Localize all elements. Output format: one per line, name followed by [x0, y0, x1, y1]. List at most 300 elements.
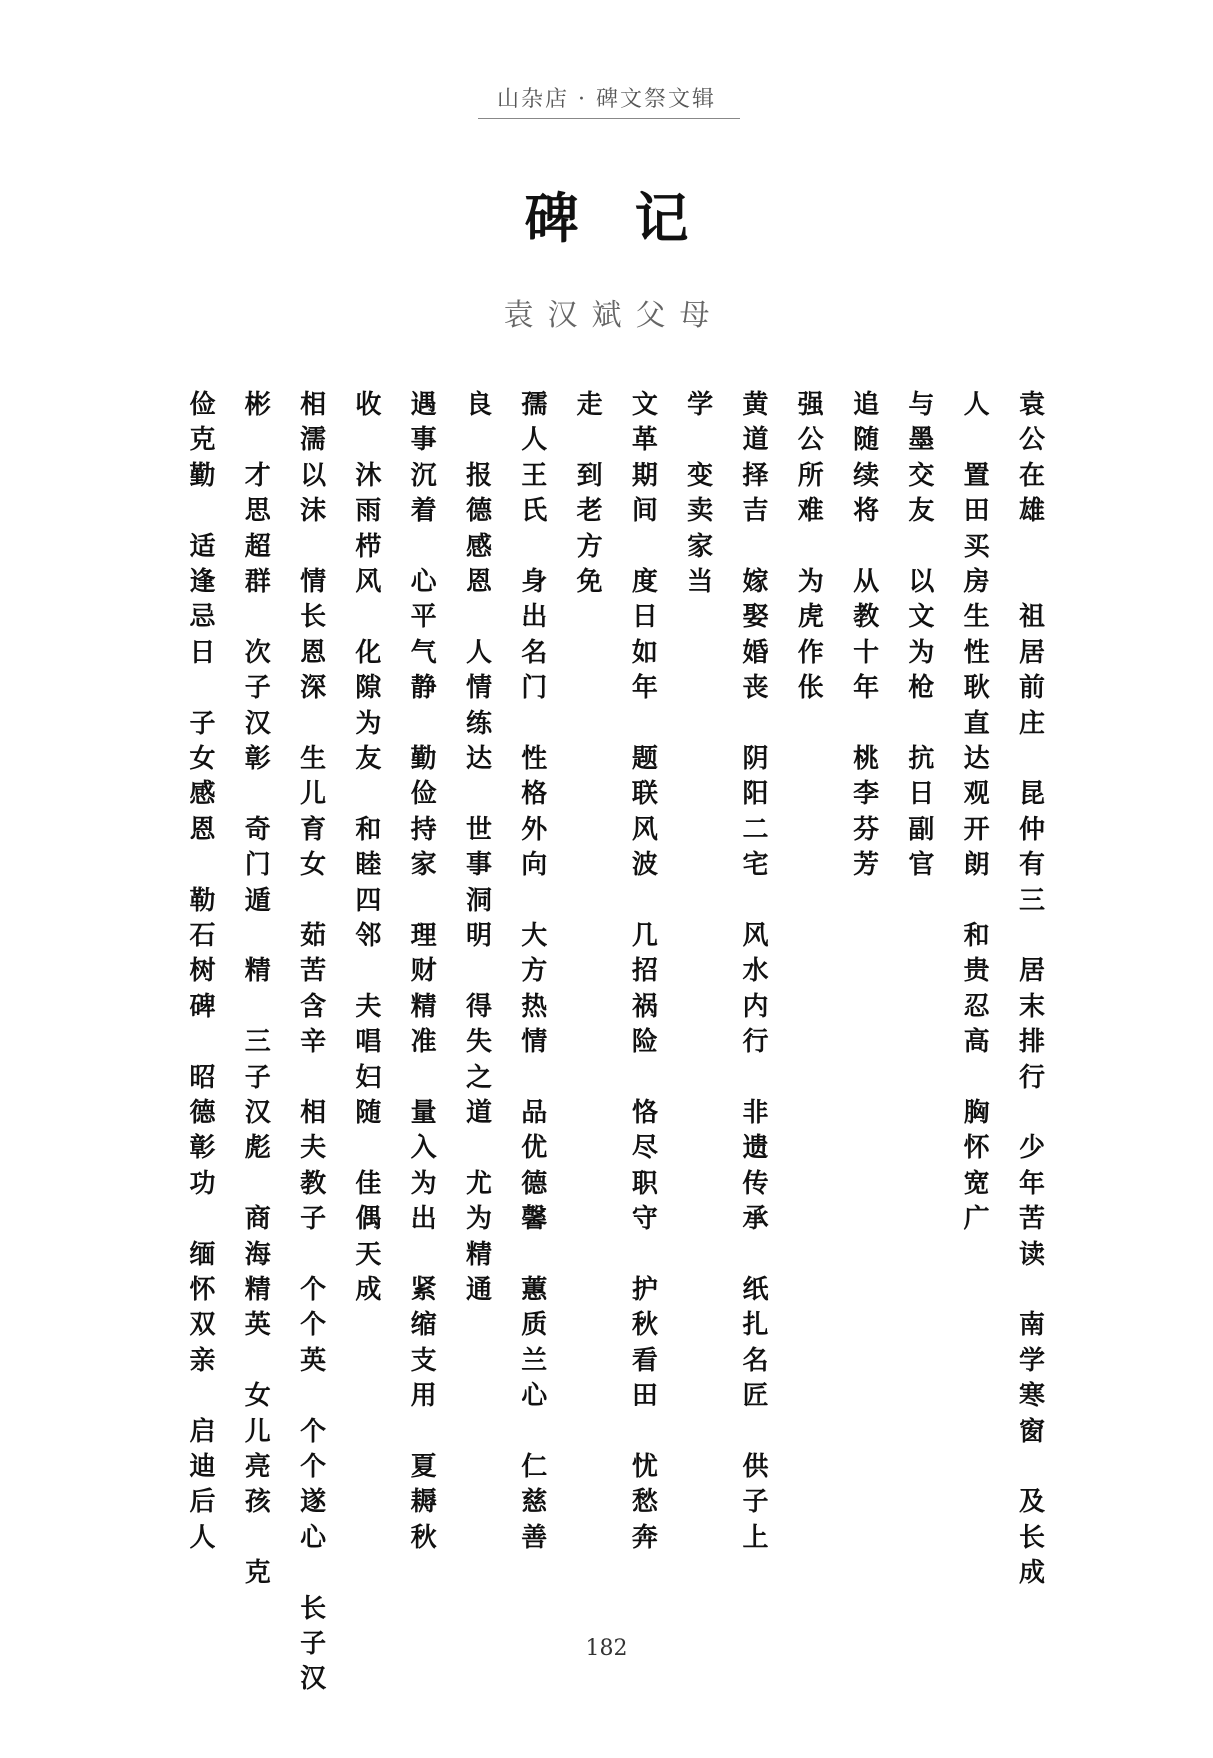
inscription-char: 择	[742, 460, 769, 491]
inscription-char: 德	[189, 1098, 216, 1128]
inscription-char: 外	[521, 814, 548, 845]
inscription-char: 树	[189, 956, 216, 987]
inscription-char: 间	[631, 496, 658, 527]
inscription-char: 续	[853, 460, 880, 491]
inscription-char: 联	[631, 779, 658, 810]
inscription-char: 阴	[742, 744, 769, 774]
inscription-char: 格	[521, 779, 548, 810]
inscription-char: 方	[521, 956, 548, 987]
inscription-char: 慈	[521, 1487, 548, 1518]
inscription-char: 入	[410, 1133, 437, 1164]
inscription-char: 忌	[189, 602, 216, 633]
inscription-char: 洞	[465, 885, 492, 916]
inscription-char: 桃	[853, 744, 880, 774]
inscription-char: 奇	[244, 814, 271, 845]
inscription-char: 彬	[244, 390, 271, 420]
inscription-char: 氏	[521, 496, 548, 527]
inscription-char: 匠	[742, 1381, 769, 1412]
inscription-char: 准	[410, 1027, 437, 1058]
inscription-char: 到	[576, 460, 603, 491]
inscription-char: 茹	[300, 921, 327, 951]
inscription-char: 勤	[189, 460, 216, 491]
inscription-char: 热	[521, 991, 548, 1022]
inscription-char: 生	[300, 744, 327, 774]
inscription-char: 怀	[189, 1275, 216, 1305]
inscription-char: 波	[631, 850, 658, 881]
inscription-char: 俭	[189, 390, 216, 420]
inscription-char: 精	[410, 991, 437, 1022]
inscription-char: 观	[963, 779, 990, 810]
inscription-char: 公	[1018, 425, 1045, 456]
inscription-char: 及	[1018, 1487, 1045, 1518]
inscription-char: 置	[963, 460, 990, 491]
inscription-char: 英	[300, 1345, 327, 1376]
inscription-char: 随	[355, 1098, 382, 1128]
inscription-char: 长	[300, 1593, 327, 1624]
inscription-char: 雄	[1018, 496, 1045, 527]
inscription-char: 儿	[244, 1416, 271, 1447]
inscription-char: 德	[465, 496, 492, 527]
inscription-char: 嫁	[742, 567, 769, 597]
inscription-char: 前	[1018, 673, 1045, 704]
inscription-char: 四	[355, 885, 382, 916]
inscription-char: 彰	[189, 1133, 216, 1164]
inscription-char: 孩	[244, 1487, 271, 1518]
inscription-char: 芬	[853, 814, 880, 845]
inscription-char: 人	[963, 390, 990, 420]
inscription-char: 奔	[631, 1522, 658, 1553]
inscription-char: 上	[742, 1522, 769, 1553]
inscription-char: 用	[410, 1381, 437, 1412]
inscription-char: 之	[465, 1062, 492, 1093]
inscription-char: 看	[631, 1345, 658, 1376]
inscription-char: 伥	[797, 673, 824, 704]
inscription-char: 公	[797, 425, 824, 456]
inscription-char: 三	[244, 1027, 271, 1058]
inscription-char: 濡	[300, 425, 327, 456]
inscription-char: 勤	[410, 744, 437, 774]
inscription-char: 宅	[742, 850, 769, 881]
inscription-char: 收	[355, 390, 382, 420]
inscription-char: 通	[465, 1275, 492, 1305]
inscription-char: 情	[521, 1027, 548, 1058]
inscription-char: 道	[465, 1098, 492, 1128]
inscription-char: 祸	[631, 991, 658, 1022]
inscription-char: 尽	[631, 1133, 658, 1164]
inscription-char: 庄	[1018, 708, 1045, 739]
inscription-char: 亲	[189, 1345, 216, 1376]
inscription-char: 雨	[355, 496, 382, 527]
inscription-char: 英	[244, 1310, 271, 1341]
inscription-char: 夫	[355, 991, 382, 1022]
inscription-char: 汉	[244, 1098, 271, 1128]
inscription-char: 邻	[355, 921, 382, 951]
inscription-char: 秋	[631, 1310, 658, 1341]
inscription-char: 儿	[300, 779, 327, 810]
inscription-char: 仲	[1018, 814, 1045, 845]
inscription-char: 明	[465, 921, 492, 951]
inscription-char: 供	[742, 1452, 769, 1482]
inscription-char: 所	[797, 460, 824, 491]
inscription-char: 失	[465, 1027, 492, 1058]
inscription-char: 理	[410, 921, 437, 951]
inscription-char: 持	[410, 814, 437, 845]
inscription-char: 日	[631, 602, 658, 633]
inscription-char: 兰	[521, 1345, 548, 1376]
inscription-char: 育	[300, 814, 327, 845]
inscription-char: 个	[300, 1452, 327, 1482]
inscription-char: 为	[908, 637, 935, 668]
inscription-char: 祖	[1018, 602, 1045, 633]
inscription-char: 内	[742, 991, 769, 1022]
inscription-char: 为	[355, 708, 382, 739]
inscription-char: 遗	[742, 1133, 769, 1164]
inscription-char: 如	[631, 637, 658, 668]
inscription-char: 忧	[631, 1452, 658, 1482]
inscription-char: 广	[963, 1204, 990, 1235]
inscription-char: 缩	[410, 1310, 437, 1341]
page-subtitle: 袁汉斌父母	[503, 298, 724, 333]
inscription-char: 变	[687, 460, 714, 491]
inscription-char: 险	[631, 1027, 658, 1058]
inscription-char: 海	[244, 1239, 271, 1270]
inscription-char: 女	[300, 850, 327, 881]
inscription-char: 迪	[189, 1452, 216, 1482]
inscription-char: 大	[521, 921, 548, 951]
inscription-char: 善	[521, 1522, 548, 1553]
inscription-char: 汉	[244, 708, 271, 739]
inscription-char: 直	[963, 708, 990, 739]
inscription-char: 王	[521, 460, 548, 491]
inscription-char: 道	[742, 425, 769, 456]
inscription-char: 期	[631, 460, 658, 491]
inscription-char: 耿	[963, 673, 990, 704]
inscription-char: 读	[1018, 1239, 1045, 1270]
inscription-char: 人	[189, 1522, 216, 1553]
inscription-char: 商	[244, 1204, 271, 1235]
inscription-char: 人	[465, 637, 492, 668]
inscription-char: 感	[465, 531, 492, 562]
inscription-char: 窗	[1018, 1416, 1045, 1447]
inscription-char: 走	[576, 390, 603, 420]
inscription-char: 文	[908, 602, 935, 633]
inscription-char: 德	[521, 1168, 548, 1199]
inscription-char: 怀	[963, 1133, 990, 1164]
inscription-char: 精	[465, 1239, 492, 1270]
inscription-char: 风	[631, 814, 658, 845]
inscription-char: 阳	[742, 779, 769, 810]
inscription-char: 彰	[244, 744, 271, 774]
inscription-char: 名	[742, 1345, 769, 1376]
inscription-char: 克	[189, 425, 216, 456]
inscription-char: 女	[189, 744, 216, 774]
inscription-char: 练	[465, 708, 492, 739]
inscription-char: 达	[963, 744, 990, 774]
inscription-char: 年	[853, 673, 880, 704]
inscription-char: 子	[189, 708, 216, 739]
inscription-char: 成	[355, 1275, 382, 1305]
inscription-char: 黄	[742, 390, 769, 420]
inscription-char: 当	[687, 567, 714, 597]
inscription-char: 唱	[355, 1027, 382, 1058]
inscription-char: 亮	[244, 1452, 271, 1482]
inscription-char: 夫	[300, 1133, 327, 1164]
inscription-char: 个	[300, 1416, 327, 1447]
page-number: 182	[585, 1636, 628, 1661]
page-title: 碑记	[524, 186, 745, 250]
inscription-char: 逢	[189, 567, 216, 597]
inscription-char: 年	[631, 673, 658, 704]
inscription-char: 房	[963, 567, 990, 597]
inscription-char: 人	[521, 425, 548, 456]
inscription-char: 报	[465, 460, 492, 491]
inscription-char: 子	[300, 1629, 327, 1659]
inscription-char: 李	[853, 779, 880, 810]
inscription-char: 将	[853, 496, 880, 527]
inscription-char: 日	[908, 779, 935, 810]
inscription-char: 天	[355, 1239, 382, 1270]
inscription-char: 吉	[742, 496, 769, 527]
inscription-char: 文	[631, 390, 658, 420]
inscription-char: 守	[631, 1204, 658, 1235]
inscription-char: 排	[1018, 1027, 1045, 1058]
inscription-char: 扎	[742, 1310, 769, 1341]
inscription-char: 情	[465, 673, 492, 704]
inscription-char: 蕙	[521, 1275, 548, 1305]
inscription-char: 缅	[189, 1239, 216, 1270]
inscription-char: 传	[742, 1168, 769, 1199]
inscription-char: 次	[244, 637, 271, 668]
inscription-char: 年	[1018, 1168, 1045, 1199]
inscription-char: 行	[1018, 1062, 1045, 1093]
inscription-char: 质	[521, 1310, 548, 1341]
inscription-char: 度	[631, 567, 658, 597]
inscription-char: 恩	[189, 814, 216, 845]
inscription-char: 和	[355, 814, 382, 845]
inscription-char: 着	[410, 496, 437, 527]
inscription-char: 学	[1018, 1345, 1045, 1376]
inscription-char: 静	[410, 673, 437, 704]
inscription-char: 南	[1018, 1310, 1045, 1341]
inscription-char: 心	[300, 1522, 327, 1553]
inscription-char: 含	[300, 991, 327, 1022]
inscription-char: 二	[742, 814, 769, 845]
inscription-char: 偶	[355, 1204, 382, 1235]
inscription-char: 招	[631, 956, 658, 987]
inscription-char: 支	[410, 1345, 437, 1376]
inscription-char: 名	[521, 637, 548, 668]
inscription-char: 胸	[963, 1098, 990, 1128]
inscription-char: 强	[797, 390, 824, 420]
inscription-char: 门	[244, 850, 271, 881]
inscription-char: 成	[1018, 1558, 1045, 1589]
inscription-char: 难	[797, 496, 824, 527]
inscription-char: 和	[963, 921, 990, 951]
inscription-char: 勒	[189, 885, 216, 916]
inscription-char: 事	[465, 850, 492, 881]
inscription-char: 恩	[465, 567, 492, 597]
inscription-char: 心	[410, 567, 437, 597]
inscription-char: 精	[244, 956, 271, 987]
inscription-char: 沉	[410, 460, 437, 491]
inscription-char: 少	[1018, 1133, 1045, 1164]
inscription-char: 寒	[1018, 1381, 1045, 1412]
inscription-char: 耨	[410, 1487, 437, 1518]
inscription-char: 适	[189, 531, 216, 562]
inscription-char: 女	[244, 1381, 271, 1412]
inscription-char: 开	[963, 814, 990, 845]
inscription-char: 群	[244, 567, 271, 597]
inscription-char: 馨	[521, 1204, 548, 1235]
inscription-char: 护	[631, 1275, 658, 1305]
inscription-char: 品	[521, 1098, 548, 1128]
inscription-char: 追	[853, 390, 880, 420]
inscription-char: 方	[576, 531, 603, 562]
inscription-char: 个	[300, 1275, 327, 1305]
inscription-char: 水	[742, 956, 769, 987]
inscription-char: 买	[963, 531, 990, 562]
inscription-char: 相	[300, 1098, 327, 1128]
inscription-char: 老	[576, 496, 603, 527]
inscription-char: 深	[300, 673, 327, 704]
inscription-char: 性	[521, 744, 548, 774]
inscription-char: 为	[465, 1204, 492, 1235]
inscription-char: 居	[1018, 956, 1045, 987]
inscription-char: 栉	[355, 531, 382, 562]
inscription-char: 在	[1018, 460, 1045, 491]
inscription-char: 贵	[963, 956, 990, 987]
inscription-char: 辛	[300, 1027, 327, 1058]
inscription-char: 睦	[355, 850, 382, 881]
inscription-char: 职	[631, 1168, 658, 1199]
inscription-char: 风	[355, 567, 382, 597]
inscription-char: 枪	[908, 673, 935, 704]
inscription-char: 生	[963, 602, 990, 633]
inscription-char: 紧	[410, 1275, 437, 1305]
inscription-char: 教	[300, 1168, 327, 1199]
inscription-char: 子	[244, 673, 271, 704]
inscription-char: 长	[1018, 1522, 1045, 1553]
inscription-char: 化	[355, 637, 382, 668]
inscription-char: 交	[908, 460, 935, 491]
inscription-char: 宽	[963, 1168, 990, 1199]
inscription-char: 几	[631, 921, 658, 951]
inscription-char: 财	[410, 956, 437, 987]
inscription-char: 遇	[410, 390, 437, 420]
inscription-char: 心	[521, 1381, 548, 1412]
inscription-char: 从	[853, 567, 880, 597]
inscription-char: 夏	[410, 1452, 437, 1482]
inscription-char: 官	[908, 850, 935, 881]
inscription-char: 芳	[853, 850, 880, 881]
inscription-char: 十	[853, 637, 880, 668]
inscription-char: 以	[300, 460, 327, 491]
inscription-char: 子	[742, 1487, 769, 1518]
inscription-char: 苦	[300, 956, 327, 987]
inscription-char: 个	[300, 1310, 327, 1341]
inscription-char: 作	[797, 637, 824, 668]
inscription-char: 教	[853, 602, 880, 633]
inscription-char: 双	[189, 1310, 216, 1341]
inscription-char: 量	[410, 1098, 437, 1128]
inscription-char: 风	[742, 921, 769, 951]
inscription-char: 后	[189, 1487, 216, 1518]
inscription-char: 非	[742, 1098, 769, 1128]
inscription-char: 日	[189, 637, 216, 668]
inscription-char: 承	[742, 1204, 769, 1235]
inscription-char: 相	[300, 390, 327, 420]
inscription-char: 家	[410, 850, 437, 881]
inscription-char: 有	[1018, 850, 1045, 881]
inscription-char: 纸	[742, 1275, 769, 1305]
inscription-char: 为	[410, 1168, 437, 1199]
inscription-char: 免	[576, 567, 603, 597]
inscription-char: 彪	[244, 1133, 271, 1164]
inscription-char: 孺	[521, 390, 548, 420]
inscription-char: 卖	[687, 496, 714, 527]
inscription-char: 优	[521, 1133, 548, 1164]
inscription-char: 为	[797, 567, 824, 597]
inscription-char: 平	[410, 602, 437, 633]
inscription-char: 遁	[244, 885, 271, 916]
inscription-char: 性	[963, 637, 990, 668]
inscription-char: 居	[1018, 637, 1045, 668]
inscription-char: 沐	[355, 460, 382, 491]
inscription-char: 门	[521, 673, 548, 704]
inscription-char: 婚	[742, 637, 769, 668]
inscription-char: 秋	[410, 1522, 437, 1553]
inscription-char: 恩	[300, 637, 327, 668]
inscription-char: 家	[687, 531, 714, 562]
inscription-char: 昆	[1018, 779, 1045, 810]
inscription-char: 抗	[908, 744, 935, 774]
inscription-char: 苦	[1018, 1204, 1045, 1235]
inscription-char: 忍	[963, 991, 990, 1022]
inscription-char: 遂	[300, 1487, 327, 1518]
inscription-char: 长	[300, 602, 327, 633]
inscription-char: 以	[908, 567, 935, 597]
inscription-char: 恪	[631, 1098, 658, 1128]
inscription-char: 石	[189, 921, 216, 951]
inscription-char: 高	[963, 1027, 990, 1058]
inscription-char: 革	[631, 425, 658, 456]
inscription-char: 克	[244, 1558, 271, 1589]
inscription-char: 情	[300, 567, 327, 597]
inscription-char: 气	[410, 637, 437, 668]
running-header: 山杂店 · 碑文祭文辑	[497, 87, 716, 112]
inscription-char: 感	[189, 779, 216, 810]
inscription-char: 良	[465, 390, 492, 420]
inscription-char: 向	[521, 850, 548, 881]
inscription-char: 得	[465, 991, 492, 1022]
inscription-char: 愁	[631, 1487, 658, 1518]
inscription-char: 友	[355, 744, 382, 774]
inscription-char: 才	[244, 460, 271, 491]
inscription-char: 田	[963, 496, 990, 527]
inscription-char: 隙	[355, 673, 382, 704]
inscription-char: 子	[300, 1204, 327, 1235]
inscription-char: 精	[244, 1275, 271, 1305]
inscription-char: 世	[465, 814, 492, 845]
inscription-char: 身	[521, 567, 548, 597]
inscription-char: 子	[244, 1062, 271, 1093]
inscription-char: 思	[244, 496, 271, 527]
inscription-char: 佳	[355, 1168, 382, 1199]
inscription-char: 朗	[963, 850, 990, 881]
inscription-char: 超	[244, 531, 271, 562]
inscription-char: 功	[189, 1168, 216, 1199]
inscription-char: 汉	[300, 1664, 327, 1695]
